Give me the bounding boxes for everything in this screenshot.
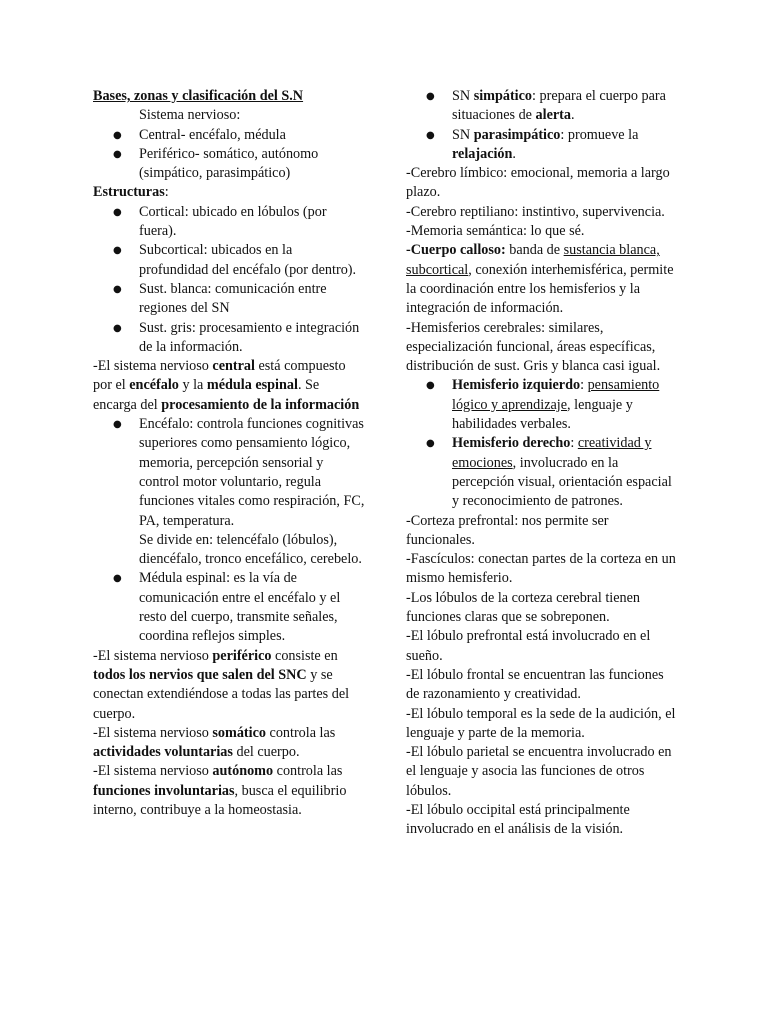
hemisferios-paragraph: -Hemisferios cerebrales: similares, especialización funcional, áreas específicas, distribución de sust. Gris y blanca casi igual. <box>406 319 661 375</box>
list-item: ● Sust. gris: procesamiento e integración de la información. <box>93 319 365 358</box>
list-item: ● Sust. blanca: comunicación entre regiones del SN <box>93 280 365 319</box>
list-item-encefalo: ● Encéfalo: controla funciones cognitivas superiores como pensamiento lógico, memoria, percepción sensorial y control motor voluntario, regula funciones vitales como respiración, FC, PA, temperatura. Se divide en: telencéfalo (lóbulos), diencéfalo, tronco encefálico, cerebelo. <box>93 415 365 569</box>
lobulo-frontal-paragraph: -El lóbulo frontal se encuentran las funciones de razonamiento y creatividad. <box>406 666 664 703</box>
list-item-parasimpatico: ● SN parasimpático: promueve la relajación. <box>406 126 678 165</box>
autonomo-paragraph: -El sistema nervioso autónomo controla las funciones involuntarias, busca el equilibrio interno, contribuye a la homeostasia. <box>93 763 347 818</box>
sn-label: Sistema nervioso: <box>139 107 241 124</box>
lobulo-prefrontal-paragraph: -El lóbulo prefrontal está involucrado en el sueño. <box>406 628 651 664</box>
fasciculos-paragraph: -Fascículos: conectan partes de la corteza en un mismo hemisferio. <box>406 551 676 587</box>
list-item: ● Subcortical: ubicados en la profundidad del encéfalo (por dentro). <box>93 241 365 280</box>
sn-list <box>93 126 365 184</box>
central-paragraph: -El sistema nervioso central está compuesto por el encéfalo y la médula espinal. Se encarga del procesamiento de la información <box>93 358 360 413</box>
calloso-paragraph: -Cuerpo calloso: banda de sustancia blanca, subcortical, conexión interhemisférica, permite la coordinación entre los hemisferios y la integración de información. <box>406 242 674 317</box>
reptiliano-paragraph: -Cerebro reptiliano: instintivo, supervivencia. <box>406 203 665 220</box>
list-item: ● Periférico- somático, autónomo (simpático, parasimpático) <box>93 145 365 184</box>
memoria-paragraph: -Memoria semántica: lo que sé. <box>406 223 585 240</box>
limbico-paragraph: -Cerebro límbico: emocional, memoria a largo plazo. <box>406 165 670 201</box>
lobulo-temporal-paragraph: -El lóbulo temporal es la sede de la audición, el lenguaje y parte de la memoria. <box>406 705 676 741</box>
list-item-medula: ● Médula espinal: es la vía de comunicación entre el encéfalo y el resto del cuerpo, transmite señales, coordina reflejos simples. <box>93 569 365 646</box>
hemisferios-list <box>406 376 678 511</box>
somatico-paragraph: -El sistema nervioso somático controla las actividades voluntarias del cuerpo. <box>93 724 336 761</box>
prefrontal-paragraph: -Corteza prefrontal: nos permite ser funcionales. <box>406 512 609 548</box>
lobulos-paragraph: -Los lóbulos de la corteza cerebral tienen funciones claras que se sobreponen. <box>406 589 640 626</box>
estructuras-list <box>93 203 365 357</box>
estructuras-heading: Estructuras: <box>93 184 169 201</box>
periferico-paragraph: -El sistema nervioso periférico consiste en todos los nervios que salen del SNC y se conectan extendiéndose a todas las partes del cuerpo. <box>93 647 350 722</box>
right-column <box>406 87 678 840</box>
list-item-izquierdo: ● Hemisferio izquierdo: pensamiento lógico y aprendizaje, lenguaje y habilidades verbales. <box>406 376 678 434</box>
left-column <box>93 87 365 820</box>
list-item-simpatico: ● SN simpático: prepara el cuerpo para situaciones de alerta. <box>406 87 678 126</box>
estructuras-label: Estructuras <box>93 184 165 201</box>
list-item: ● Cortical: ubicado en lóbulos (por fuera). <box>93 203 365 242</box>
document-title: Bases, zonas y clasificación del S.N <box>93 88 304 104</box>
lobulo-occipital-paragraph: -El lóbulo occipital está principalmente involucrado en el análisis de la visión. <box>406 801 630 838</box>
central-list <box>93 415 365 647</box>
list-item-derecho: ● Hemisferio derecho: creatividad y emociones, involucrado en la percepción visual, orientación espacial y reconocimiento de patrones. <box>406 434 678 511</box>
list-item: ● Central- encéfalo, médula <box>93 126 365 145</box>
autonomo-list <box>406 87 678 164</box>
lobulo-parietal-paragraph: -El lóbulo parietal se encuentra involucrado en el lenguaje y asocia las funciones de otros lóbulos. <box>406 744 672 799</box>
